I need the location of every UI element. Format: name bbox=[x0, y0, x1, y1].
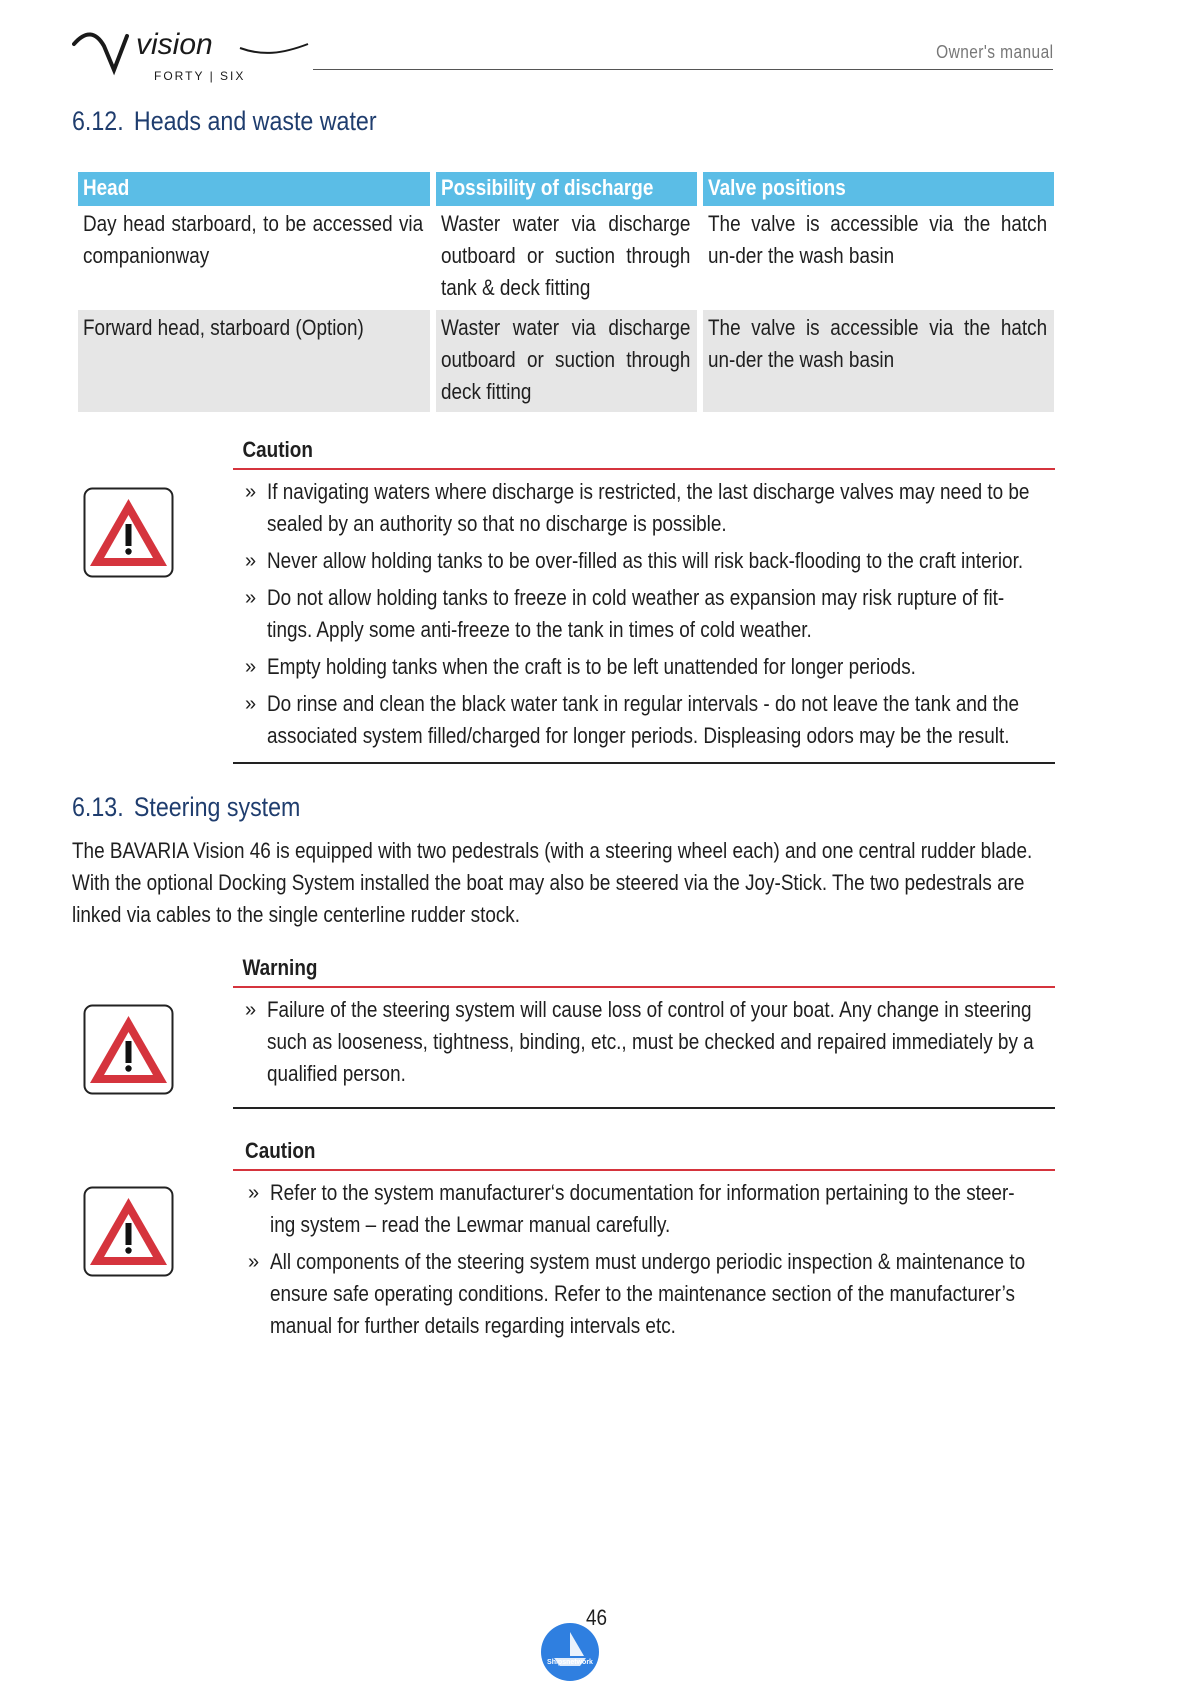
section-number: 6.12. bbox=[72, 106, 124, 136]
warning-triangle-icon bbox=[83, 487, 174, 578]
list-item: » If navigating waters where discharge is restricted, the last discharge valves may need to be sealed by an authority so that no discharge is possible. bbox=[245, 479, 1030, 536]
warning-bottom-rule bbox=[233, 1107, 1055, 1109]
table-cell: Waster water via discharge outboard or suction through tank & deck fitting bbox=[441, 211, 691, 300]
svg-text:vision: vision bbox=[136, 28, 213, 61]
table-cell: Day head starboard, to be accessed via companionway bbox=[83, 211, 424, 268]
section-number: 6.13. bbox=[72, 792, 124, 822]
caution-list bbox=[233, 1171, 1055, 1355]
vision-logo bbox=[72, 26, 312, 88]
list-item: » All components of the steering system must undergo periodic inspection & maintenance to ensure safe operating conditions. Refer to the maintenance section of the manufacturer’s manual for further details regarding intervals etc. bbox=[248, 1249, 1026, 1338]
list-item: » Never allow holding tanks to be over-filled as this will risk back-flooding to the craft interior. bbox=[245, 548, 1024, 573]
warning-list bbox=[233, 988, 1055, 1107]
caution-bottom-rule bbox=[233, 762, 1055, 764]
table-header-cell: Valve positions bbox=[703, 172, 1054, 206]
table-cell: Forward head, starboard (Option) bbox=[78, 310, 430, 412]
section-heading-6-13 bbox=[72, 792, 300, 823]
warning-title: Warning bbox=[242, 955, 318, 980]
header-rule bbox=[313, 69, 1053, 70]
section-heading-6-12 bbox=[72, 106, 377, 137]
header-label: Owner's manual bbox=[935, 42, 1053, 62]
caution-title: Caution bbox=[245, 1138, 316, 1163]
warning-box bbox=[233, 950, 1055, 1109]
caution-title: Caution bbox=[242, 437, 313, 462]
warning-triangle-icon bbox=[83, 1004, 174, 1095]
caution-box-2 bbox=[233, 1133, 1055, 1355]
heads-table bbox=[78, 172, 1054, 412]
table-header-cell: Head bbox=[78, 172, 430, 206]
table-row bbox=[78, 206, 1054, 308]
list-item: » Refer to the system manufacturer‘s documentation for information pertaining to the steer-ing system – read the Lewmar manual carefully. bbox=[248, 1180, 1015, 1237]
table-cell: The valve is accessible via the hatch un-der the wash basin bbox=[703, 310, 1054, 412]
list-item: » Do not allow holding tanks to freeze in cold weather as expansion may risk rupture of fit-tings. Apply some anti-freeze to the tank in times of cold weather. bbox=[245, 585, 1005, 642]
list-item: » Failure of the steering system will cause loss of control of your boat. Any change in steering such as looseness, tightness, binding, etc., must be checked and repaired immediately by a qualified person. bbox=[245, 997, 1034, 1086]
list-item: » Empty holding tanks when the craft is to be left unattended for longer periods. bbox=[245, 654, 916, 679]
warning-triangle-icon bbox=[83, 1186, 174, 1277]
list-item: » Do rinse and clean the black water tank in regular intervals - do not leave the tank and the associated system filled/charged for longer periods. Displeasing odors may be the result. bbox=[245, 691, 1019, 748]
table-cell: The valve is accessible via the hatch un-der the wash basin bbox=[708, 211, 1048, 268]
svg-text:Shipsnetwork: Shipsnetwork bbox=[547, 1659, 593, 1666]
caution-list bbox=[233, 470, 1055, 762]
page-number: 46 bbox=[586, 1605, 608, 1630]
shipsnetwork-logo bbox=[540, 1622, 600, 1682]
table-header-cell: Possibility of discharge bbox=[436, 172, 697, 206]
table-cell: Waster water via discharge outboard or suction through deck fitting bbox=[436, 310, 697, 412]
table-header-row bbox=[78, 172, 1054, 206]
section-title: Heads and waste water bbox=[133, 106, 377, 136]
steering-paragraph: The BAVARIA Vision 46 is equipped with two pedestrals (with a steering wheel each) and one central rudder blade. With the optional Docking System installed the boat may also be steered via the Joy-Stick. The two pedestrals are linked via cables to the single centerline rudder stock. bbox=[72, 838, 1033, 927]
section-title: Steering system bbox=[133, 792, 301, 822]
table-row bbox=[78, 310, 1054, 412]
svg-text:FORTY | SIX: FORTY | SIX bbox=[154, 69, 246, 83]
caution-box-1 bbox=[233, 432, 1055, 764]
